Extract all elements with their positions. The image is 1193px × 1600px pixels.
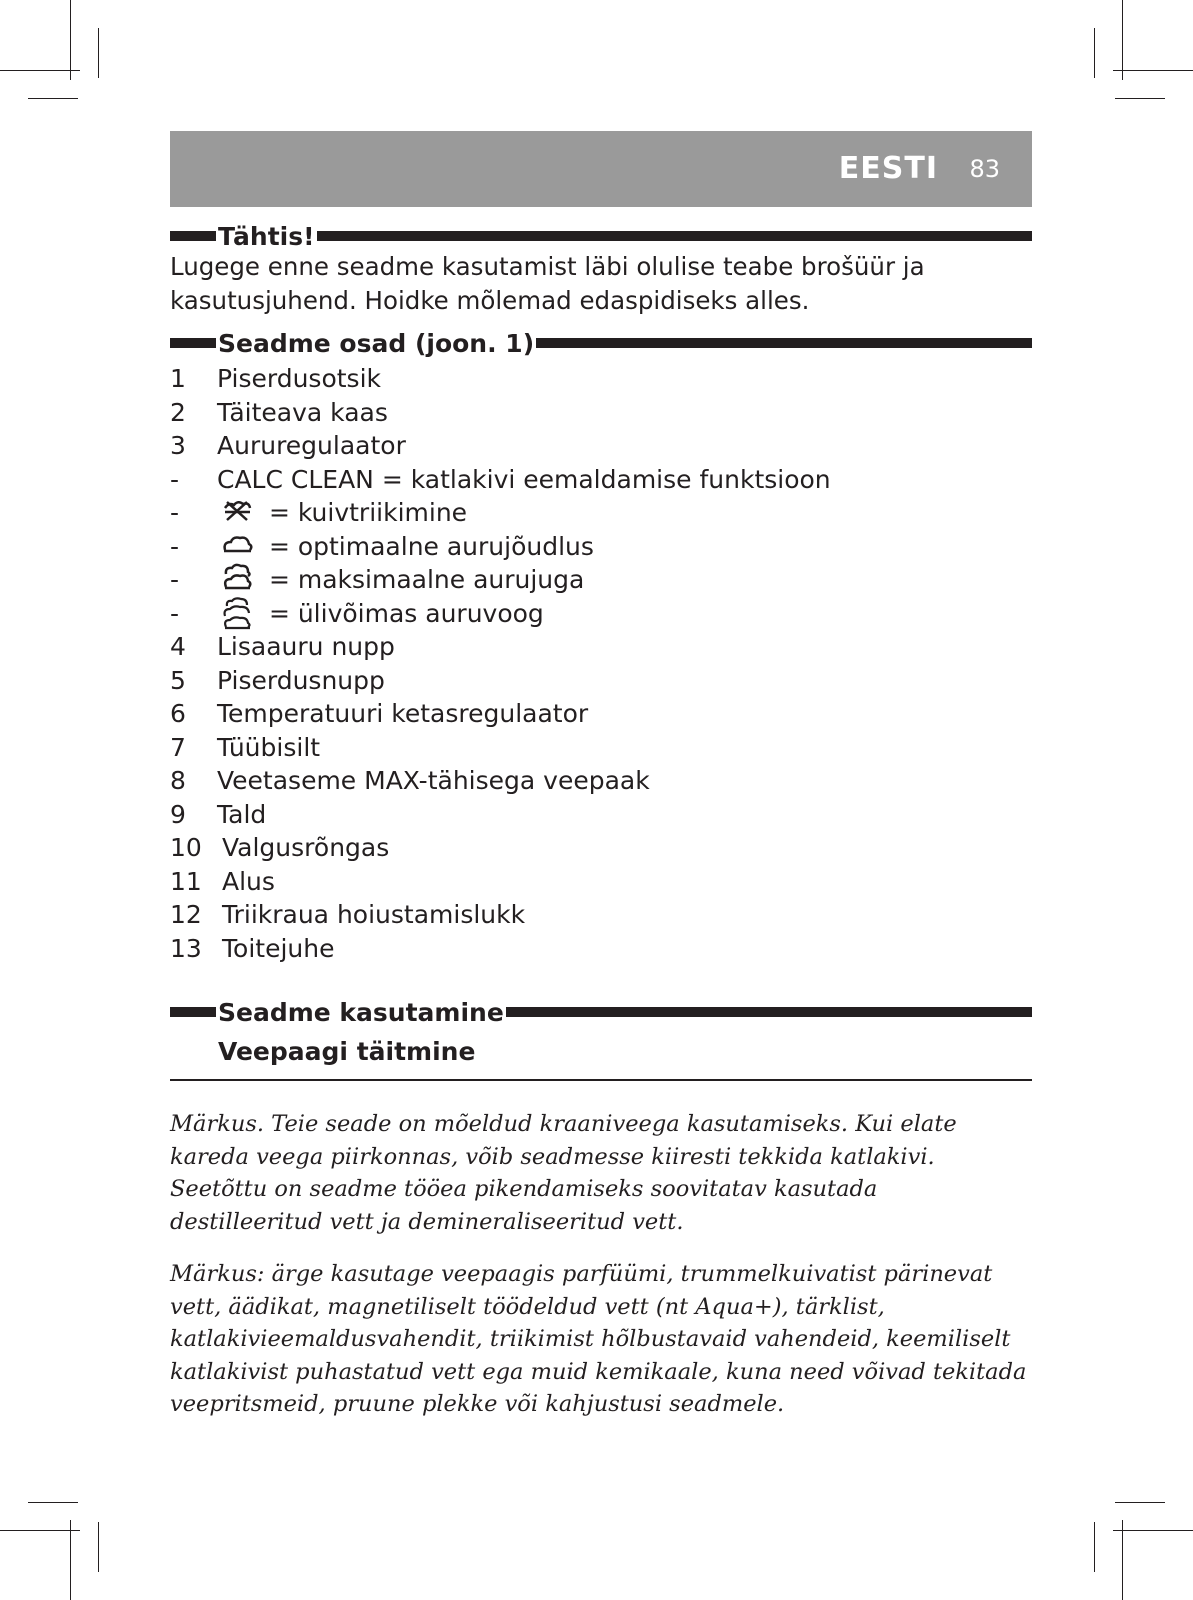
list-item bbox=[170, 898, 1032, 932]
list-item bbox=[170, 597, 1032, 631]
item-number: 9 bbox=[170, 799, 186, 829]
crop-mark bbox=[98, 28, 99, 78]
crop-mark bbox=[1122, 0, 1123, 80]
item-label bbox=[217, 496, 467, 530]
crop-mark bbox=[1113, 1530, 1193, 1531]
list-item bbox=[170, 664, 1032, 698]
item-label: Toitejuhe bbox=[222, 933, 335, 963]
item-number: 12 bbox=[170, 900, 202, 929]
section-heading-important bbox=[170, 221, 1032, 251]
section-heading-parts bbox=[170, 328, 1032, 358]
item-label: Tald bbox=[217, 799, 267, 829]
list-item bbox=[170, 731, 1032, 765]
heading-rule-left bbox=[170, 1007, 216, 1017]
note-tap-water: Märkus. Teie seade on mõeldud kraaniveega kasutamiseks. Kui elate kareda veega piirkonnas, võib seadmesse kiiresti tekkida katlakivi. Seetõttu on seadme tööea pikendamiseks soovitatav kasutada destilleeritud vett ja demineraliseeritud vett. bbox=[170, 1111, 957, 1235]
crop-mark bbox=[70, 1520, 71, 1600]
list-item bbox=[170, 530, 1032, 564]
language-label: EESTI bbox=[838, 151, 938, 186]
crop-mark bbox=[28, 1502, 78, 1503]
item-label: Täiteava kaas bbox=[217, 397, 388, 427]
item-label bbox=[217, 563, 584, 597]
item-number: 1 bbox=[170, 364, 186, 393]
item-label-text: = katlakivi eemaldamise funktsioon bbox=[373, 464, 831, 494]
item-label: Alus bbox=[222, 866, 275, 896]
item-label: Temperatuuri ketasregulaator bbox=[217, 699, 589, 728]
list-item bbox=[170, 630, 1032, 664]
list-item bbox=[170, 932, 1032, 966]
item-label: Aururegulaator bbox=[217, 431, 406, 460]
heading-rule-right bbox=[506, 1007, 1032, 1017]
item-number: - bbox=[170, 565, 180, 594]
list-item bbox=[170, 831, 1032, 865]
list-item bbox=[170, 429, 1032, 463]
heading-rule-right bbox=[317, 231, 1032, 241]
crop-mark bbox=[0, 1530, 80, 1531]
section-heading-usage bbox=[170, 997, 1032, 1027]
item-label bbox=[217, 597, 544, 631]
heading-rule-left bbox=[170, 231, 216, 241]
item-label-text: = kuivtriikimine bbox=[261, 498, 468, 527]
list-item bbox=[170, 496, 1032, 530]
heading-rule-right bbox=[536, 338, 1032, 348]
dry-ironing-icon bbox=[217, 496, 257, 526]
list-item bbox=[170, 865, 1032, 899]
steam-max-icon bbox=[217, 563, 257, 593]
item-number: 3 bbox=[170, 431, 186, 460]
section-title: Tähtis! bbox=[218, 221, 315, 251]
item-number: 7 bbox=[170, 732, 186, 762]
list-item bbox=[170, 396, 1032, 430]
item-label: Tüübisilt bbox=[217, 732, 321, 762]
list-item bbox=[170, 563, 1032, 597]
crop-mark bbox=[1094, 1522, 1095, 1572]
item-number: - bbox=[170, 464, 180, 494]
list-item bbox=[170, 764, 1032, 798]
steam-turbo-icon bbox=[217, 597, 257, 627]
item-number: 8 bbox=[170, 766, 186, 795]
item-number: 4 bbox=[170, 632, 186, 661]
item-label-text: = optimaalne aurujõudlus bbox=[261, 531, 594, 561]
item-label: Valgusrõngas bbox=[222, 833, 390, 862]
heading-rule-left bbox=[170, 338, 216, 348]
subheading-fill-tank bbox=[170, 1035, 1032, 1081]
important-text: Lugege enne seadme kasutamist läbi olulise teabe brošüür ja kasutusjuhend. Hoidke mõlemad edaspidiseks alles. bbox=[170, 252, 925, 315]
list-item bbox=[170, 362, 1032, 396]
crop-mark bbox=[98, 1522, 99, 1572]
crop-mark bbox=[1115, 1502, 1165, 1503]
crop-mark bbox=[28, 98, 78, 99]
item-label: Triikraua hoiustamislukk bbox=[222, 900, 526, 929]
item-number: 2 bbox=[170, 397, 186, 427]
item-label bbox=[217, 463, 831, 497]
crop-mark bbox=[1115, 98, 1165, 99]
crop-mark bbox=[1094, 28, 1095, 78]
page-header-band bbox=[170, 131, 1032, 207]
item-number: - bbox=[170, 598, 180, 628]
item-number: - bbox=[170, 498, 180, 527]
list-item bbox=[170, 697, 1032, 731]
subheading-title: Veepaagi täitmine bbox=[218, 1037, 476, 1066]
item-number: 13 bbox=[170, 933, 202, 963]
page-number: 83 bbox=[969, 155, 1000, 183]
item-label bbox=[217, 530, 594, 564]
item-label: Piserdusotsik bbox=[217, 364, 382, 393]
item-number: 10 bbox=[170, 833, 202, 862]
item-number: - bbox=[170, 531, 180, 561]
item-label: Piserdusnupp bbox=[217, 665, 385, 695]
section-title: Seadme osad (joon. 1) bbox=[218, 328, 535, 358]
note-do-not-use: Märkus: ärge kasutage veepaagis parfüümi, trummelkuivatist pärinevat vett, äädikat, magnetiliselt töödeldud vett (nt Aqua+), tärklist, katlakivieemaldusvahendit, triikimist hõlbustavaid vahendeid, keemiliselt katlakivist puhastatud vett ega muid kemikaale, kuna need võivad tekitada veepritsmeid, pruune plekke või kahjustusi seadmele. bbox=[170, 1261, 1027, 1417]
crop-mark bbox=[0, 70, 80, 71]
list-item bbox=[170, 798, 1032, 832]
item-number: 6 bbox=[170, 699, 186, 728]
parts-list bbox=[170, 362, 1032, 965]
section-title: Seadme kasutamine bbox=[218, 997, 504, 1027]
item-label-text: = maksimaalne aurujuga bbox=[261, 565, 585, 594]
list-item bbox=[170, 463, 1032, 497]
item-label: Lisaauru nupp bbox=[217, 632, 395, 661]
item-number: 5 bbox=[170, 665, 186, 695]
crop-mark bbox=[70, 0, 71, 80]
calc-clean-label: CALC CLEAN bbox=[217, 464, 374, 494]
item-label: Veetaseme MAX-tähisega veepaak bbox=[217, 766, 650, 795]
item-label-text: = ülivõimas auruvoog bbox=[261, 598, 544, 628]
item-number: 11 bbox=[170, 866, 202, 896]
steam-optimal-icon bbox=[217, 530, 257, 560]
crop-mark bbox=[1113, 70, 1193, 71]
crop-mark bbox=[1122, 1520, 1123, 1600]
